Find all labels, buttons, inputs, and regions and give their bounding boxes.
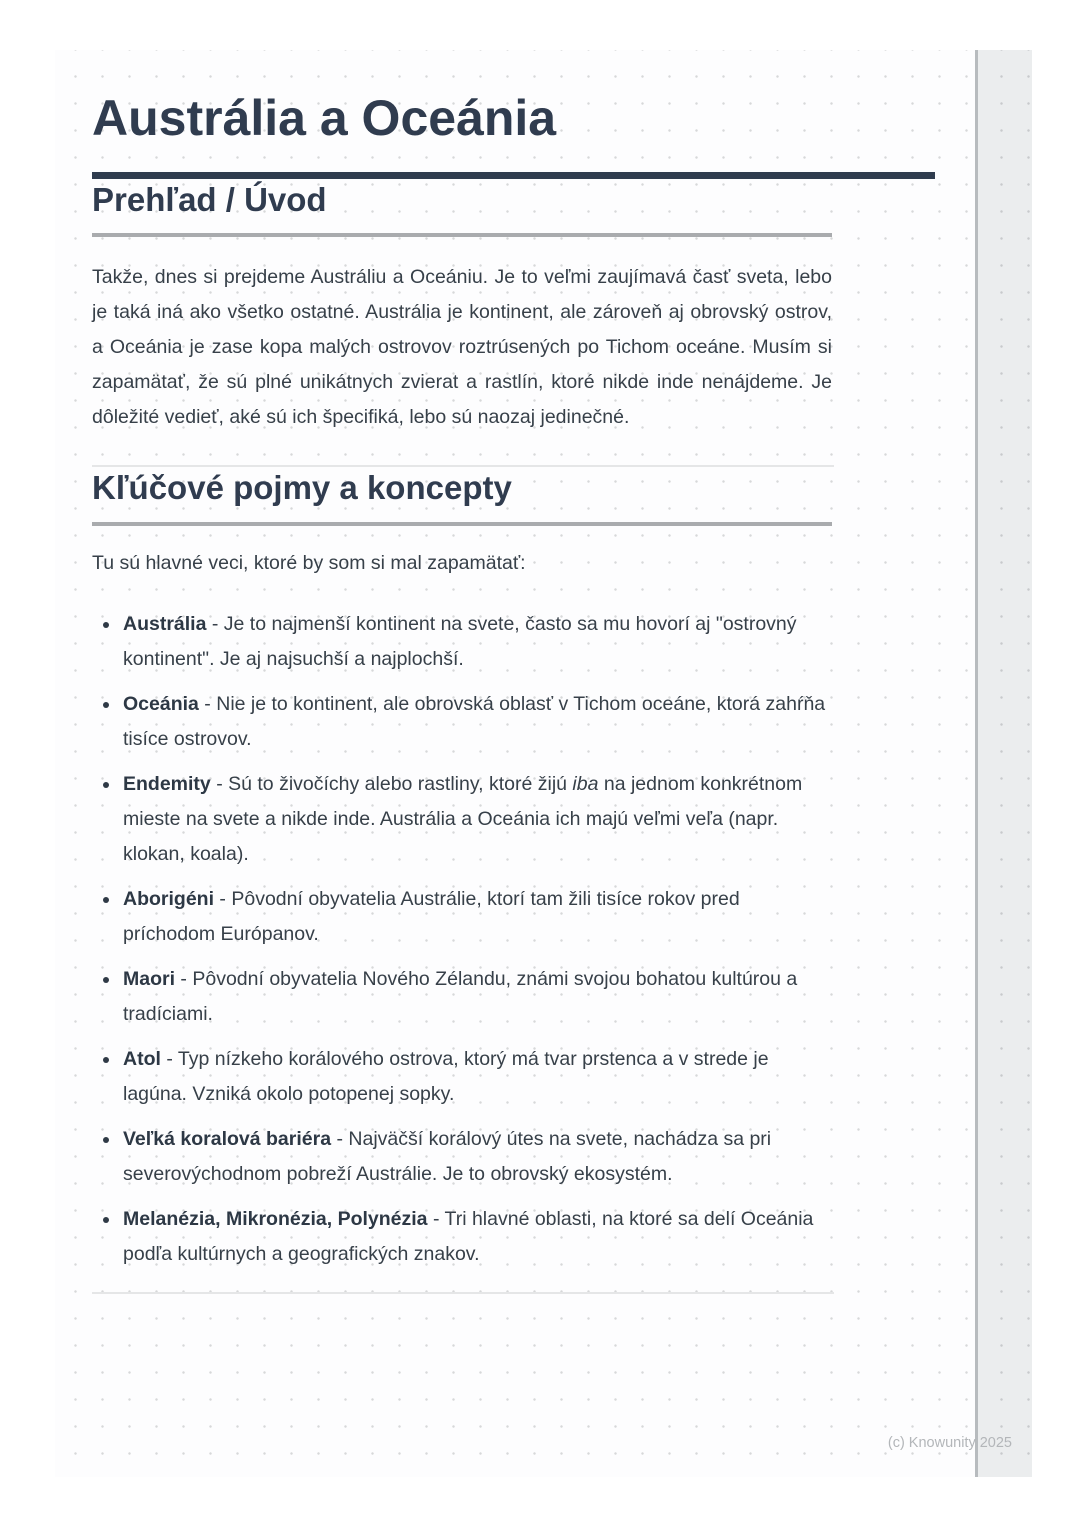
key-term-label: Melanézia, Mikronézia, Polynézia bbox=[123, 1207, 428, 1230]
key-concepts-heading: Kľúčové pojmy a koncepty bbox=[92, 469, 512, 507]
overview-heading-rule bbox=[92, 233, 832, 237]
title-rule bbox=[92, 172, 935, 179]
key-term-item: Endemity - Sú to živočíchy alebo rastliny, ktoré žijú iba na jednom konkrétnom mieste na svete a nikde inde. Austrália a Oceánia ich majú veľmi veľa (napr. klokan, koala). bbox=[92, 767, 832, 872]
key-term-label: Veľká koralová bariéra bbox=[123, 1127, 332, 1150]
key-term-description: Typ nízkeho korálového ostrova, ktorý má tvar prstenca a v strede je lagúna. Vzniká okolo potopenej sopky. bbox=[123, 1047, 769, 1105]
key-term-item: Maori - Pôvodní obyvatelia Nového Zélandu, známi svojou bohatou kultúrou a tradíciami. bbox=[92, 962, 832, 1032]
key-term-description: Nie je to kontinent, ale obrovská oblasť v Tichom oceáne, ktorá zahŕňa tisíce ostrovov. bbox=[123, 692, 826, 750]
bottom-divider bbox=[92, 1292, 834, 1294]
page-content bbox=[92, 50, 935, 1294]
key-term-label: Oceánia bbox=[123, 692, 199, 715]
key-term-description: Pôvodní obyvatelia Nového Zélandu, známi svojou bohatou kultúrou a tradíciami. bbox=[123, 967, 798, 1025]
key-term-item: Veľká koralová bariéra - Najväčší korálový útes na svete, nachádza sa pri severovýchodnom pobreží Austrálie. Je to obrovský ekosystém. bbox=[92, 1122, 832, 1192]
key-term-label: Austrália bbox=[123, 612, 207, 635]
section-overview bbox=[92, 179, 935, 435]
key-term-description: iba bbox=[572, 772, 599, 795]
key-term-description: Pôvodní obyvatelia Austrálie, ktorí tam žili tisíce rokov pred príchodom Európanov. bbox=[123, 887, 740, 945]
key-term-label: Maori bbox=[123, 967, 176, 990]
key-term-description: Tri hlavné oblasti, na ktoré sa delí Oceánia podľa kultúrnych a geografických znakov. bbox=[123, 1207, 814, 1265]
overview-heading: Prehľad / Úvod bbox=[92, 181, 327, 218]
key-term-label: Endemity bbox=[123, 772, 211, 795]
key-term-description: Sú to živočíchy alebo rastliny, ktoré žijú bbox=[228, 772, 573, 795]
section-key-concepts bbox=[92, 467, 935, 1271]
overview-paragraph: Takže, dnes si prejdeme Austráliu a Oceániu. Je to veľmi zaujímavá časť sveta, lebo je taká iná ako všetko ostatné. Austrália je kontinent, ale zároveň aj obrovský ostrov, a Oceánia je zase kopa malých ostrovov roztrúsených po Tichom oceáne. Musím si zapamätať, že sú plné unikátnych zvierat a rastlín, ktoré nikde inde nenájdeme. Je dôležité vedieť, aké sú ich špecifiká, lebo sú naozaj jedinečné. bbox=[92, 266, 832, 429]
note-page bbox=[55, 50, 1032, 1477]
key-concepts-intro: Tu sú hlavné veci, ktoré by som si mal zapamätať: bbox=[92, 551, 526, 574]
key-term-item: Austrália - Je to najmenší kontinent na svete, často sa mu hovorí aj "ostrovný kontinent". Je aj najsuchší a najplochší. bbox=[92, 607, 832, 677]
footer-credit: (c) Knowunity 2025 bbox=[887, 1435, 1012, 1451]
key-term-item: Melanézia, Mikronézia, Polynézia - Tri hlavné oblasti, na ktoré sa delí Oceánia podľa kultúrnych a geografických znakov. bbox=[92, 1202, 832, 1272]
key-terms-list bbox=[92, 607, 832, 1272]
key-term-item: Oceánia - Nie je to kontinent, ale obrovská oblasť v Tichom oceáne, ktorá zahŕňa tisíce ostrovov. bbox=[92, 687, 832, 757]
page-title: Austrália a Oceánia bbox=[92, 90, 557, 146]
key-term-description: na jednom konkrétnom mieste na svete a nikde inde. Austrália a Oceánia ich majú veľmi veľa (napr. klokan, koala). bbox=[123, 772, 803, 865]
key-term-description: Je to najmenší kontinent na svete, často sa mu hovorí aj "ostrovný kontinent". Je aj najsuchší a najplochší. bbox=[123, 612, 797, 670]
key-term-label: Aborigéni bbox=[123, 887, 214, 910]
key-term-label: Atol bbox=[123, 1047, 161, 1070]
page-margin-strip bbox=[975, 50, 1032, 1477]
key-term-description: Najväčší korálový útes na svete, nachádza sa pri severovýchodnom pobreží Austrálie. Je to obrovský ekosystém. bbox=[123, 1127, 772, 1185]
key-term-item: Aborigéni - Pôvodní obyvatelia Austrálie, ktorí tam žili tisíce rokov pred príchodom Európanov. bbox=[92, 882, 832, 952]
key-concepts-heading-rule bbox=[92, 522, 832, 526]
key-term-item: Atol - Typ nízkeho korálového ostrova, ktorý má tvar prstenca a v strede je lagúna. Vzniká okolo potopenej sopky. bbox=[92, 1042, 832, 1112]
